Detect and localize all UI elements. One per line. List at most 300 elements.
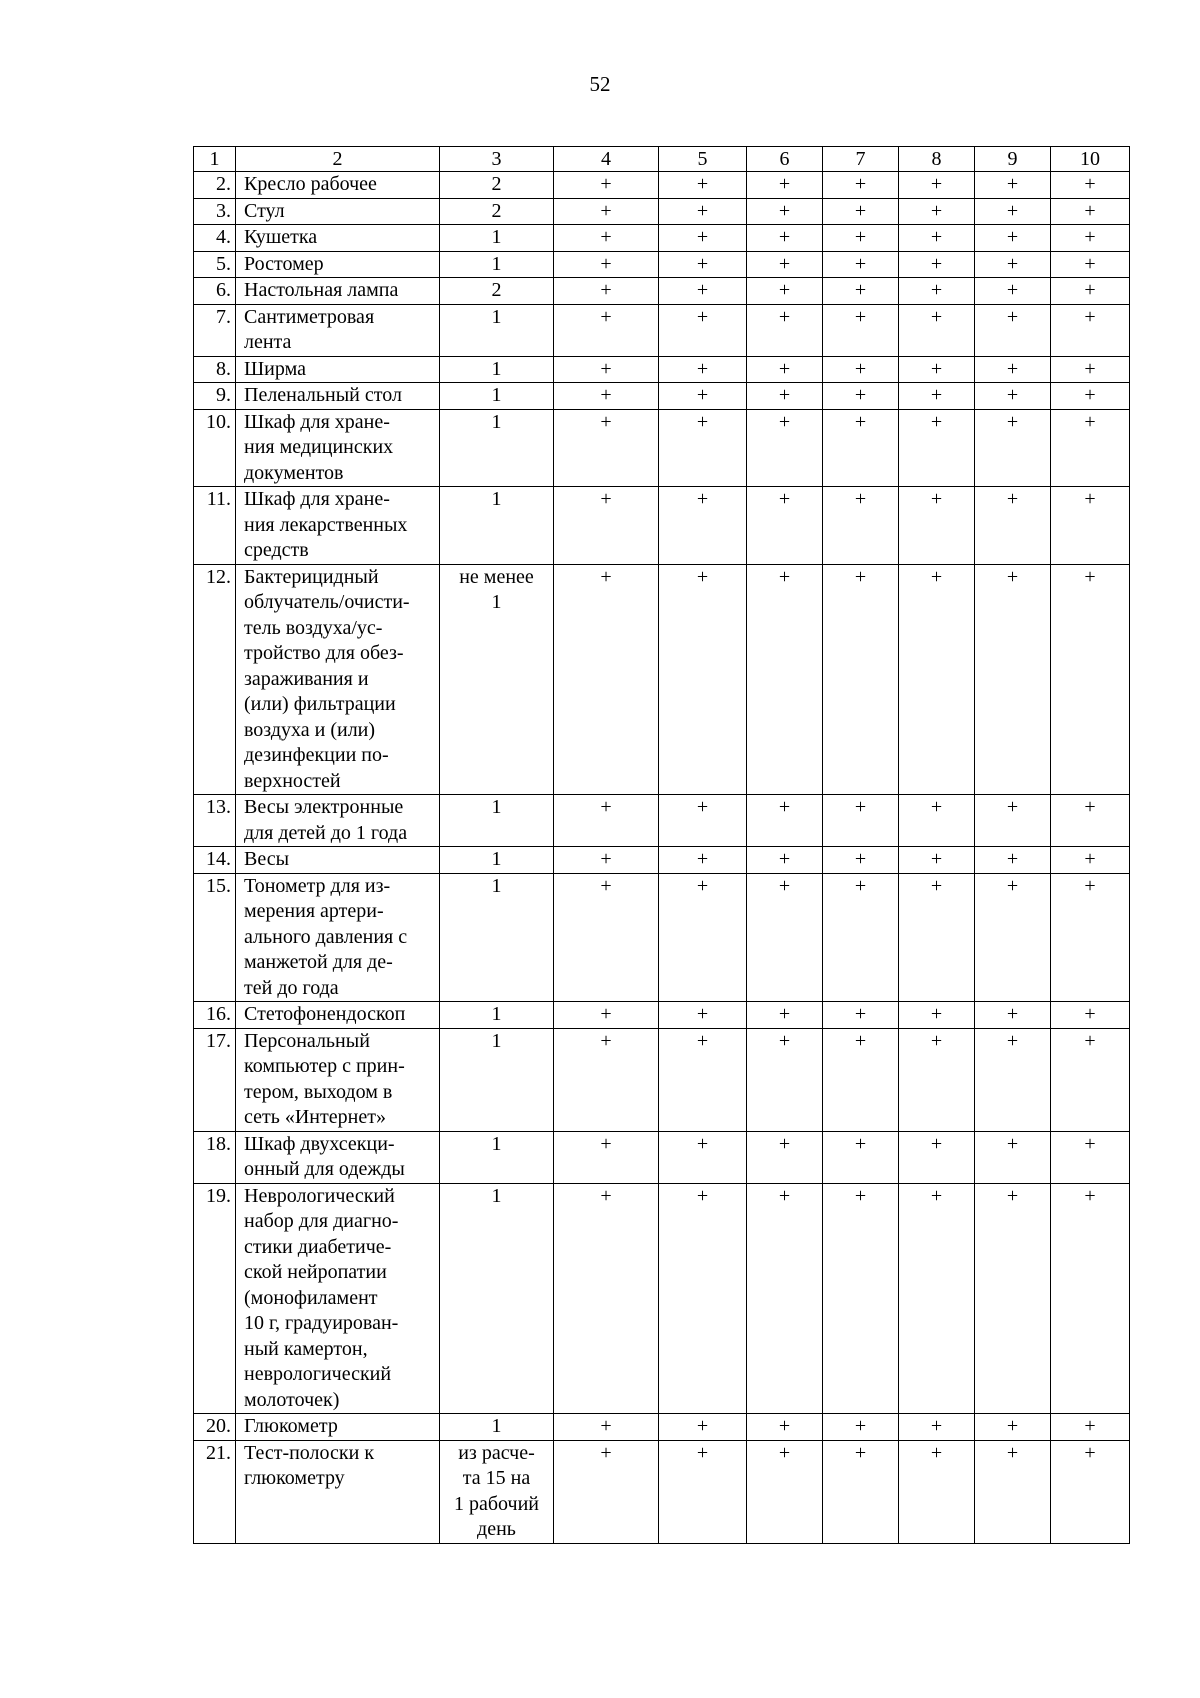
equipment-name-line: онный для одежды	[244, 1158, 405, 1180]
quantity-line: из расче-	[458, 1441, 535, 1464]
mark-cell-col-7: +	[823, 1440, 899, 1543]
mark-cell-col-8: +	[899, 1183, 975, 1414]
row-number: 9.	[194, 383, 236, 410]
quantity-line: 1	[491, 252, 502, 275]
quantity	[440, 795, 554, 847]
mark-cell-col-4: +	[554, 1131, 659, 1183]
quantity	[440, 873, 554, 1002]
table-row	[194, 847, 1130, 874]
equipment-name-line: Кушетка	[244, 226, 318, 248]
row-number: 16.	[194, 1002, 236, 1029]
equipment-name	[236, 564, 440, 795]
mark-cell-col-8: +	[899, 251, 975, 278]
table-row	[194, 198, 1130, 225]
equipment-name-line: Тонометр для из-	[244, 874, 391, 897]
equipment-name	[236, 198, 440, 225]
equipment-name-line: тером, выходом в	[244, 1080, 393, 1103]
page-number: 52	[589, 72, 611, 96]
quantity-line: та 15 на	[462, 1467, 531, 1489]
table-row	[194, 278, 1130, 305]
mark-cell-col-7: +	[823, 1183, 899, 1414]
mark-cell-col-5: +	[659, 356, 747, 383]
mark-cell-col-9: +	[975, 304, 1051, 356]
header-cell-1: 1	[194, 147, 236, 172]
equipment-name-line: тройство для обез-	[244, 642, 404, 664]
mark-cell-col-7: +	[823, 1131, 899, 1183]
table-row	[194, 1414, 1130, 1441]
equipment-name	[236, 304, 440, 356]
quantity-line: 1	[491, 591, 502, 613]
equipment-name-line: облучатель/очисти-	[244, 591, 410, 613]
mark-cell-col-9: +	[975, 564, 1051, 795]
equipment-name	[236, 1414, 440, 1441]
equipment-name-line: ального давления с	[244, 925, 408, 948]
quantity-line: 1	[491, 1184, 502, 1207]
mark-cell-col-9: +	[975, 795, 1051, 847]
table-row	[194, 356, 1130, 383]
table-row	[194, 564, 1130, 795]
table-row	[194, 487, 1130, 565]
mark-cell-col-8: +	[899, 1131, 975, 1183]
mark-cell-col-4: +	[554, 278, 659, 305]
mark-cell-col-7: +	[823, 487, 899, 565]
mark-cell-col-8: +	[899, 873, 975, 1002]
mark-cell-col-8: +	[899, 278, 975, 305]
mark-cell-col-7: +	[823, 383, 899, 410]
mark-cell-col-7: +	[823, 409, 899, 487]
mark-cell-col-9: +	[975, 1131, 1051, 1183]
header-cell-8: 8	[899, 147, 975, 172]
mark-cell-col-10: +	[1051, 873, 1130, 1002]
table-row	[194, 873, 1130, 1002]
quantity-line: 1	[491, 1029, 502, 1052]
row-number: 2.	[194, 172, 236, 199]
quantity-line: 1	[491, 848, 502, 870]
equipment-name-line: стики диабетиче-	[244, 1235, 392, 1258]
table-row	[194, 1002, 1130, 1029]
quantity-line: 1 рабочий	[454, 1492, 539, 1515]
mark-cell-col-10: +	[1051, 564, 1130, 795]
mark-cell-col-5: +	[659, 1440, 747, 1543]
mark-cell-col-4: +	[554, 172, 659, 199]
mark-cell-col-8: +	[899, 409, 975, 487]
quantity-line: 1	[491, 488, 502, 510]
equipment-name-line: Пеленальный стол	[244, 384, 402, 406]
mark-cell-col-7: +	[823, 1002, 899, 1029]
equipment-name-line: неврологический	[244, 1363, 392, 1385]
quantity	[440, 304, 554, 356]
quantity-line: 1	[491, 1003, 502, 1025]
equipment-name-line: Тест-полоски к	[244, 1441, 375, 1464]
table-row	[194, 409, 1130, 487]
mark-cell-col-5: +	[659, 873, 747, 1002]
mark-cell-col-10: +	[1051, 1028, 1130, 1131]
equipment-name-line: компьютер с прин-	[244, 1055, 405, 1077]
mark-cell-col-6: +	[747, 1131, 823, 1183]
quantity-line: день	[477, 1518, 516, 1540]
equipment-name-line: набор для диагно-	[244, 1210, 399, 1232]
row-number: 6.	[194, 278, 236, 305]
mark-cell-col-6: +	[747, 487, 823, 565]
mark-cell-col-6: +	[747, 1002, 823, 1029]
equipment-name	[236, 847, 440, 874]
table-row	[194, 304, 1130, 356]
equipment-name-line: манжетой для де-	[244, 951, 393, 973]
row-number: 12.	[194, 564, 236, 795]
mark-cell-col-9: +	[975, 409, 1051, 487]
quantity	[440, 198, 554, 225]
quantity-line: 1	[491, 796, 502, 818]
table-row	[194, 1028, 1130, 1131]
row-number: 5.	[194, 251, 236, 278]
equipment-name-line: Бактерицидный	[244, 565, 379, 588]
quantity	[440, 278, 554, 305]
mark-cell-col-8: +	[899, 795, 975, 847]
mark-cell-col-4: +	[554, 1028, 659, 1131]
mark-cell-col-8: +	[899, 383, 975, 410]
mark-cell-col-10: +	[1051, 304, 1130, 356]
table-row	[194, 251, 1130, 278]
mark-cell-col-5: +	[659, 795, 747, 847]
mark-cell-col-4: +	[554, 564, 659, 795]
header-cell-2: 2	[236, 147, 440, 172]
mark-cell-col-10: +	[1051, 1002, 1130, 1029]
quantity-line: 1	[491, 305, 502, 328]
equipment-name-line: 10 г, градуирован-	[244, 1312, 399, 1334]
equipment-name-line: (или) фильтрации	[244, 693, 396, 715]
equipment-name	[236, 172, 440, 199]
mark-cell-col-4: +	[554, 409, 659, 487]
equipment-name-line: молоточек)	[244, 1388, 340, 1411]
row-number: 17.	[194, 1028, 236, 1131]
mark-cell-col-9: +	[975, 172, 1051, 199]
equipment-name-line: Неврологический	[244, 1184, 395, 1207]
mark-cell-col-6: +	[747, 304, 823, 356]
mark-cell-col-4: +	[554, 1440, 659, 1543]
row-number: 21.	[194, 1440, 236, 1543]
quantity	[440, 1414, 554, 1441]
row-number: 10.	[194, 409, 236, 487]
mark-cell-col-6: +	[747, 356, 823, 383]
mark-cell-col-4: +	[554, 251, 659, 278]
quantity-line: 2	[491, 279, 502, 301]
quantity-line: 1	[491, 410, 502, 433]
quantity-line: 2	[491, 173, 502, 195]
quantity	[440, 225, 554, 252]
mark-cell-col-9: +	[975, 198, 1051, 225]
equipment-name-line: глюкометру	[244, 1467, 345, 1489]
quantity-line: не менее	[459, 565, 534, 588]
mark-cell-col-8: +	[899, 564, 975, 795]
mark-cell-col-7: +	[823, 278, 899, 305]
equipment-name-line: ния лекарственных	[244, 513, 408, 536]
mark-cell-col-5: +	[659, 847, 747, 874]
mark-cell-col-8: +	[899, 847, 975, 874]
mark-cell-col-9: +	[975, 1183, 1051, 1414]
equipment-name-line: Сантиметровая	[244, 305, 375, 328]
mark-cell-col-7: +	[823, 1414, 899, 1441]
row-number: 15.	[194, 873, 236, 1002]
quantity	[440, 1002, 554, 1029]
quantity	[440, 847, 554, 874]
mark-cell-col-7: +	[823, 172, 899, 199]
mark-cell-col-7: +	[823, 356, 899, 383]
mark-cell-col-7: +	[823, 251, 899, 278]
quantity	[440, 172, 554, 199]
mark-cell-col-5: +	[659, 251, 747, 278]
equipment-name-line: дезинфекции по-	[244, 744, 389, 766]
equipment-name	[236, 1002, 440, 1029]
mark-cell-col-6: +	[747, 847, 823, 874]
equipment-name-line: воздуха и (или)	[244, 718, 376, 741]
header-cell-4: 4	[554, 147, 659, 172]
mark-cell-col-5: +	[659, 1414, 747, 1441]
equipment-name-line: Стетофонендоскоп	[244, 1003, 406, 1025]
header-row	[194, 147, 1130, 172]
quantity	[440, 356, 554, 383]
mark-cell-col-9: +	[975, 487, 1051, 565]
equipment-name	[236, 795, 440, 847]
quantity	[440, 1028, 554, 1131]
equipment-name-line: Шкаф для хране-	[244, 410, 390, 433]
table-row	[194, 172, 1130, 199]
header-cell-3: 3	[440, 147, 554, 172]
mark-cell-col-4: +	[554, 487, 659, 565]
equipment-name	[236, 356, 440, 383]
equipment-name	[236, 1028, 440, 1131]
mark-cell-col-4: +	[554, 225, 659, 252]
quantity-line: 1	[491, 1415, 502, 1437]
equipment-name	[236, 873, 440, 1002]
row-number: 7.	[194, 304, 236, 356]
mark-cell-col-10: +	[1051, 487, 1130, 565]
equipment-table	[193, 146, 1130, 1544]
equipment-name-line: для детей до 1 года	[244, 821, 408, 844]
quantity	[440, 1183, 554, 1414]
mark-cell-col-7: +	[823, 225, 899, 252]
equipment-name	[236, 278, 440, 305]
equipment-name-line: Ростомер	[244, 252, 324, 275]
mark-cell-col-10: +	[1051, 1414, 1130, 1441]
quantity-line: 1	[491, 1132, 502, 1155]
mark-cell-col-8: +	[899, 356, 975, 383]
row-number: 13.	[194, 795, 236, 847]
quantity	[440, 383, 554, 410]
table-row	[194, 1440, 1130, 1543]
row-number: 14.	[194, 847, 236, 874]
mark-cell-col-6: +	[747, 1028, 823, 1131]
header-cell-7: 7	[823, 147, 899, 172]
mark-cell-col-5: +	[659, 172, 747, 199]
equipment-name-line: тель воздуха/ус-	[244, 616, 383, 639]
equipment-name-line: Шкаф для хране-	[244, 488, 390, 510]
mark-cell-col-9: +	[975, 1414, 1051, 1441]
mark-cell-col-10: +	[1051, 847, 1130, 874]
mark-cell-col-9: +	[975, 1028, 1051, 1131]
row-number: 4.	[194, 225, 236, 252]
mark-cell-col-7: +	[823, 564, 899, 795]
mark-cell-col-9: +	[975, 383, 1051, 410]
mark-cell-col-8: +	[899, 172, 975, 199]
table-row	[194, 795, 1130, 847]
mark-cell-col-10: +	[1051, 1183, 1130, 1414]
mark-cell-col-10: +	[1051, 1131, 1130, 1183]
mark-cell-col-10: +	[1051, 409, 1130, 487]
equipment-name-line: зараживания и	[244, 667, 369, 690]
mark-cell-col-7: +	[823, 847, 899, 874]
mark-cell-col-7: +	[823, 795, 899, 847]
quantity-line: 1	[491, 357, 502, 380]
equipment-name-line: Шкаф двухсекци-	[244, 1132, 395, 1155]
mark-cell-col-8: +	[899, 487, 975, 565]
mark-cell-col-7: +	[823, 873, 899, 1002]
mark-cell-col-10: +	[1051, 278, 1130, 305]
quantity-line: 2	[491, 199, 502, 222]
equipment-name-line: Персональный	[244, 1029, 370, 1052]
mark-cell-col-8: +	[899, 1414, 975, 1441]
mark-cell-col-10: +	[1051, 225, 1130, 252]
mark-cell-col-6: +	[747, 1440, 823, 1543]
equipment-name	[236, 251, 440, 278]
equipment-name-line: ской нейропатии	[244, 1261, 387, 1283]
mark-cell-col-7: +	[823, 304, 899, 356]
mark-cell-col-5: +	[659, 304, 747, 356]
equipment-name-line: (монофиламент	[244, 1286, 378, 1309]
mark-cell-col-5: +	[659, 1131, 747, 1183]
row-number: 18.	[194, 1131, 236, 1183]
mark-cell-col-4: +	[554, 873, 659, 1002]
mark-cell-col-8: +	[899, 1440, 975, 1543]
quantity-line: 1	[491, 226, 502, 248]
equipment-name	[236, 487, 440, 565]
mark-cell-col-6: +	[747, 383, 823, 410]
mark-cell-col-4: +	[554, 795, 659, 847]
table-row	[194, 225, 1130, 252]
table-row	[194, 383, 1130, 410]
quantity-line: 1	[491, 874, 502, 897]
mark-cell-col-6: +	[747, 873, 823, 1002]
equipment-name	[236, 1183, 440, 1414]
row-number: 19.	[194, 1183, 236, 1414]
mark-cell-col-4: +	[554, 304, 659, 356]
mark-cell-col-7: +	[823, 198, 899, 225]
mark-cell-col-6: +	[747, 251, 823, 278]
mark-cell-col-9: +	[975, 278, 1051, 305]
equipment-name-line: лента	[244, 331, 292, 353]
mark-cell-col-5: +	[659, 225, 747, 252]
equipment-name-line: мерения артери-	[244, 900, 384, 922]
equipment-name-line: Ширма	[244, 357, 306, 380]
row-number: 20.	[194, 1414, 236, 1441]
equipment-name-line: тей до года	[244, 976, 339, 999]
mark-cell-col-4: +	[554, 356, 659, 383]
equipment-name-line: Глюкометр	[244, 1415, 338, 1437]
mark-cell-col-6: +	[747, 172, 823, 199]
mark-cell-col-8: +	[899, 1002, 975, 1029]
equipment-name-line: документов	[244, 461, 344, 484]
mark-cell-col-5: +	[659, 409, 747, 487]
mark-cell-col-9: +	[975, 225, 1051, 252]
mark-cell-col-5: +	[659, 1002, 747, 1029]
header-cell-9: 9	[975, 147, 1051, 172]
row-number: 8.	[194, 356, 236, 383]
equipment-name-line: Стул	[244, 199, 285, 222]
equipment-name	[236, 1440, 440, 1543]
equipment-name-line: Настольная лампа	[244, 279, 399, 301]
mark-cell-col-5: +	[659, 198, 747, 225]
header-cell-5: 5	[659, 147, 747, 172]
equipment-name	[236, 225, 440, 252]
mark-cell-col-9: +	[975, 251, 1051, 278]
mark-cell-col-5: +	[659, 383, 747, 410]
mark-cell-col-9: +	[975, 1440, 1051, 1543]
mark-cell-col-10: +	[1051, 251, 1130, 278]
quantity	[440, 1131, 554, 1183]
mark-cell-col-8: +	[899, 1028, 975, 1131]
equipment-name-line: ный камертон,	[244, 1337, 368, 1360]
mark-cell-col-6: +	[747, 564, 823, 795]
quantity	[440, 251, 554, 278]
mark-cell-col-4: +	[554, 1183, 659, 1414]
mark-cell-col-10: +	[1051, 1440, 1130, 1543]
mark-cell-col-4: +	[554, 383, 659, 410]
equipment-name-line: Весы	[244, 848, 290, 870]
header-cell-10: 10	[1051, 147, 1130, 172]
mark-cell-col-9: +	[975, 847, 1051, 874]
mark-cell-col-6: +	[747, 795, 823, 847]
mark-cell-col-9: +	[975, 356, 1051, 383]
mark-cell-col-4: +	[554, 1414, 659, 1441]
mark-cell-col-6: +	[747, 409, 823, 487]
mark-cell-col-5: +	[659, 1028, 747, 1131]
mark-cell-col-6: +	[747, 198, 823, 225]
mark-cell-col-5: +	[659, 564, 747, 795]
table-row	[194, 1131, 1130, 1183]
equipment-name-line: ния медицинских	[244, 436, 394, 458]
equipment-name-line: Кресло рабочее	[244, 173, 377, 195]
quantity	[440, 487, 554, 565]
mark-cell-col-6: +	[747, 225, 823, 252]
quantity	[440, 1440, 554, 1543]
table-body	[194, 147, 1130, 1544]
mark-cell-col-4: +	[554, 198, 659, 225]
row-number: 3.	[194, 198, 236, 225]
mark-cell-col-10: +	[1051, 383, 1130, 410]
equipment-name-line: Весы электронные	[244, 796, 404, 818]
mark-cell-col-6: +	[747, 1183, 823, 1414]
mark-cell-col-7: +	[823, 1028, 899, 1131]
row-number: 11.	[194, 487, 236, 565]
mark-cell-col-10: +	[1051, 795, 1130, 847]
mark-cell-col-4: +	[554, 847, 659, 874]
quantity	[440, 564, 554, 795]
mark-cell-col-10: +	[1051, 172, 1130, 199]
quantity	[440, 409, 554, 487]
mark-cell-col-9: +	[975, 1002, 1051, 1029]
table-row	[194, 1183, 1130, 1414]
mark-cell-col-10: +	[1051, 198, 1130, 225]
equipment-name-line: верхностей	[244, 769, 341, 792]
mark-cell-col-8: +	[899, 225, 975, 252]
mark-cell-col-9: +	[975, 873, 1051, 1002]
mark-cell-col-6: +	[747, 278, 823, 305]
quantity-line: 1	[491, 384, 502, 406]
mark-cell-col-8: +	[899, 304, 975, 356]
equipment-name	[236, 383, 440, 410]
mark-cell-col-6: +	[747, 1414, 823, 1441]
header-cell-6: 6	[747, 147, 823, 172]
mark-cell-col-8: +	[899, 198, 975, 225]
